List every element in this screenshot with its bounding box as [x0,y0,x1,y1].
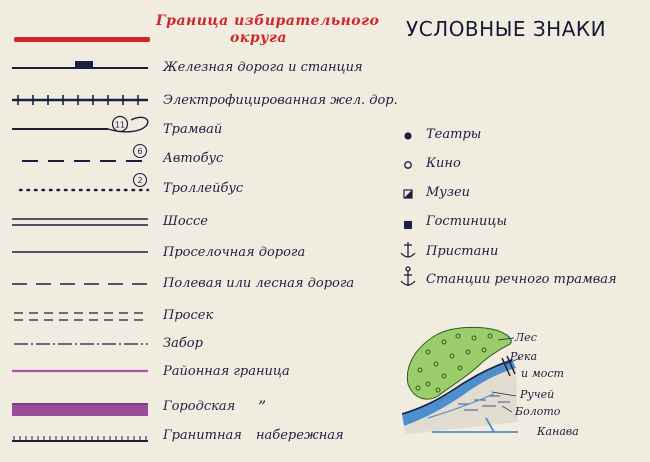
ditto-mark: ” [258,397,267,416]
map-label-bridge: и мост [521,367,564,380]
city-boundary-symbol [12,403,148,416]
district-border-label-line1: Граница избирательного [156,13,380,29]
legend-title: УСЛОВНЫЕ ЗНАКИ [406,17,607,41]
river-tram-station-icon [401,267,415,286]
hotel-icon [404,221,412,229]
bus-route-number: 6 [137,147,143,156]
bus-symbol [22,145,148,162]
label-piers: Пристани [426,244,499,259]
label-railway: Железная дорога и станция [163,60,363,75]
cinema-icon [405,162,411,168]
map-label-swamp: Болото [515,405,561,418]
tram-route-number: 11 [114,120,126,130]
label-highway: Шоссе [163,214,208,229]
legend-symbols-left [0,0,160,462]
trolleybus-route-number: 2 [137,176,143,185]
tram-symbol [12,117,148,132]
map-label-stream: Ручей [520,388,555,401]
label-clearing: Просек [163,308,214,323]
label-trolleybus: Троллейбус [163,181,244,196]
label-hotels: Гостиницы [426,214,508,229]
railway-symbol [12,61,148,69]
label-museums: Музеи [426,185,471,200]
label-country-road: Проселочная дорога [163,245,306,260]
label-theatres: Театры [426,127,482,142]
label-forest-road: Полевая или лесная дорога [163,276,355,291]
museum-icon [404,190,412,198]
pier-icon [401,242,415,257]
label-electric-railway: Электрофицированная жел. дор. [163,93,398,108]
label-district-boundary: Районная граница [163,364,290,379]
embankment-symbol [12,436,148,441]
label-embankment: Гранитная набережная [163,428,344,443]
map-label-canal: Канава [537,425,579,438]
electric-railway-symbol [12,95,148,105]
map-label-river: Река [510,350,538,363]
map-label-forest: Лес [515,331,537,344]
label-tram: Трамвай [163,122,223,137]
district-border-label-line2: округа [230,30,287,46]
label-river-tram-stations: Станции речного трамвая [426,272,617,287]
label-city-boundary: Городская [163,399,236,414]
label-fence: Забор [163,336,203,351]
legend-symbols-right [396,120,424,290]
label-bus: Автобус [163,151,224,166]
highway-symbol [12,219,148,225]
clearing-symbol [14,313,148,320]
theatre-icon [404,132,411,139]
label-cinemas: Кино [426,156,461,171]
trolleybus-symbol [20,174,148,191]
